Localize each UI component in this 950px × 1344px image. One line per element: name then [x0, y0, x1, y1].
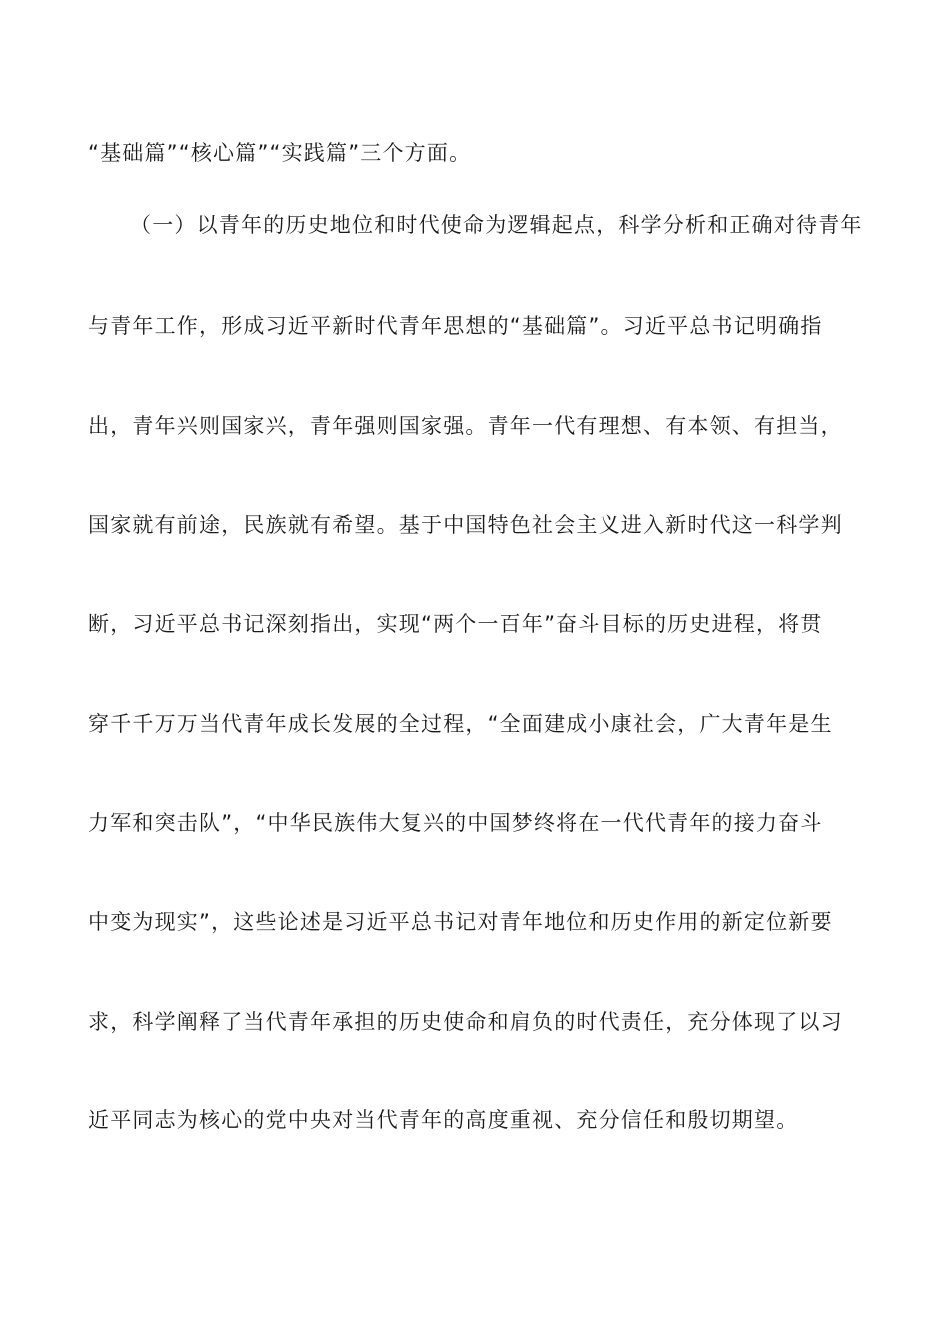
text-line-10: 求，科学阐释了当代青年承担的历史使命和肩负的时代责任，充分体现了以习 — [88, 1010, 843, 1034]
text-line-9: 中变为现实”，这些论述是习近平总书记对青年地位和历史作用的新定位新要 — [88, 910, 833, 934]
text-line-8: 力军和突击队”，“中华民族伟大复兴的中国梦终将在一代代青年的接力奋斗 — [88, 811, 823, 835]
text-line-6: 断，习近平总书记深刻指出，实现“两个一百年”奋斗目标的历史进程，将贯 — [88, 612, 823, 636]
text-line-5: 国家就有前途，民族就有希望。基于中国特色社会主义进入新时代这一科学判 — [88, 513, 843, 537]
text-line-4: 出，青年兴则国家兴，青年强则国家强。青年一代有理想、有本领、有担当， — [88, 414, 843, 438]
text-line-2: （一）以青年的历史地位和时代使命为逻辑起点，科学分析和正确对待青年 — [130, 213, 863, 237]
text-line-3: 与青年工作，形成习近平新时代青年思想的“基础篇”。习近平总书记明确指 — [88, 314, 823, 338]
text-line-1: “基础篇”“核心篇”“实践篇”三个方面。 — [88, 141, 472, 165]
text-line-11: 近平同志为核心的党中央对当代青年的高度重视、充分信任和殷切期望。 — [88, 1108, 799, 1132]
text-line-7: 穿千千万万当代青年成长发展的全过程，“全面建成小康社会，广大青年是生 — [88, 712, 833, 736]
